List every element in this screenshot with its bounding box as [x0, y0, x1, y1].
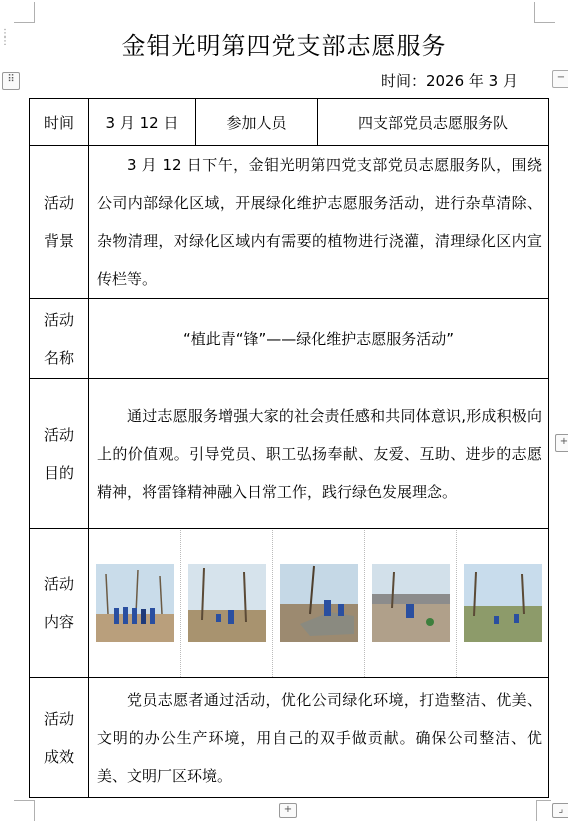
photo-cell [89, 530, 180, 677]
table-row-time [30, 99, 549, 146]
table-row-result [30, 678, 549, 798]
photo-cell [364, 530, 456, 677]
photo-cell [456, 530, 548, 677]
time-label: 时间 [30, 99, 89, 146]
background-text-cell [89, 146, 549, 299]
table-row-content [30, 529, 549, 678]
content-label [30, 529, 89, 678]
table-row-purpose [30, 379, 549, 529]
photo-workers-clearing [280, 564, 358, 642]
participants-label: 参加人员 [196, 99, 318, 146]
table-row-name [30, 299, 549, 379]
table-move-handle-icon[interactable]: ⠿ [2, 72, 20, 90]
table-row-background [30, 146, 549, 299]
crop-mark-bottom-left [14, 800, 35, 821]
background-label [30, 146, 89, 299]
crop-mark-top-right [534, 2, 555, 23]
purpose-label-line1: 活动 [43, 425, 74, 444]
table-resize-handle-icon[interactable]: ⌟ [552, 803, 568, 818]
photo-cell [272, 530, 364, 677]
photo-greenbelt-work [464, 564, 542, 642]
background-label-line2: 背景 [43, 232, 74, 250]
activity-record-table [29, 98, 549, 798]
photo-cell [180, 530, 272, 677]
crop-mark-top-left [14, 2, 35, 23]
photo-worker-watering [372, 564, 450, 642]
background-text: 3 月 12 日下午，金钼光明第四党支部党员志愿服务队，围绕公司内部绿化区域，开展绿化维护志愿服务活动，进行杂草清除、杂物清理，对绿化区域内有需要的植物进行浇灌，清理绿化区内宣传栏等。 [97, 156, 542, 288]
name-label-line2: 名称 [43, 348, 74, 367]
time-value: 3 月 12 日 [89, 99, 196, 146]
photo-strip [89, 530, 548, 677]
result-label [30, 678, 89, 798]
result-text: 党员志愿者通过活动，优化公司绿化环境，打造整洁、优美、文明的办公生产环境，用自己的双手做贡献。确保公司整洁、优美、文明厂区环境。 [97, 690, 542, 785]
drag-dots-icon[interactable]: ⋮ ⋮ [0, 28, 10, 47]
purpose-text-cell [89, 379, 549, 529]
collapse-minus-icon[interactable]: − [552, 70, 568, 88]
name-label-line1: 活动 [43, 310, 74, 329]
participants-value: 四支部党员志愿服务队 [318, 99, 549, 146]
add-row-plus-icon[interactable]: + [279, 803, 297, 818]
activity-name: “植此青“锋”——绿化维护志愿服务活动” [89, 299, 549, 379]
result-text-cell [89, 678, 549, 798]
content-label-line2: 内容 [43, 613, 74, 631]
document-date: 时间：2026 年 3 月 [380, 72, 518, 90]
purpose-text: 通过志愿服务增强大家的社会责任感和共同体意识,形成积极向上的价值观。引导党员、职工弘扬奉献、友爱、互助、进步的志愿精神，将雷锋精神融入日常工作，践行绿色发展理念。 [97, 406, 542, 501]
content-label-line1: 活动 [43, 575, 74, 593]
photo-volunteers-group [96, 564, 174, 642]
photo-trees-planting [188, 564, 266, 642]
photo-strip-cell [89, 529, 549, 678]
result-label-line1: 活动 [43, 709, 74, 728]
add-column-plus-icon[interactable]: + [555, 434, 568, 452]
result-label-line2: 成效 [43, 747, 74, 766]
background-label-line1: 活动 [43, 194, 74, 212]
purpose-label [30, 379, 89, 529]
name-label [30, 299, 89, 379]
crop-mark-bottom-right [536, 800, 551, 821]
document-title: 金钼光明第四党支部志愿服务 [121, 32, 447, 60]
purpose-label-line2: 目的 [43, 463, 74, 482]
